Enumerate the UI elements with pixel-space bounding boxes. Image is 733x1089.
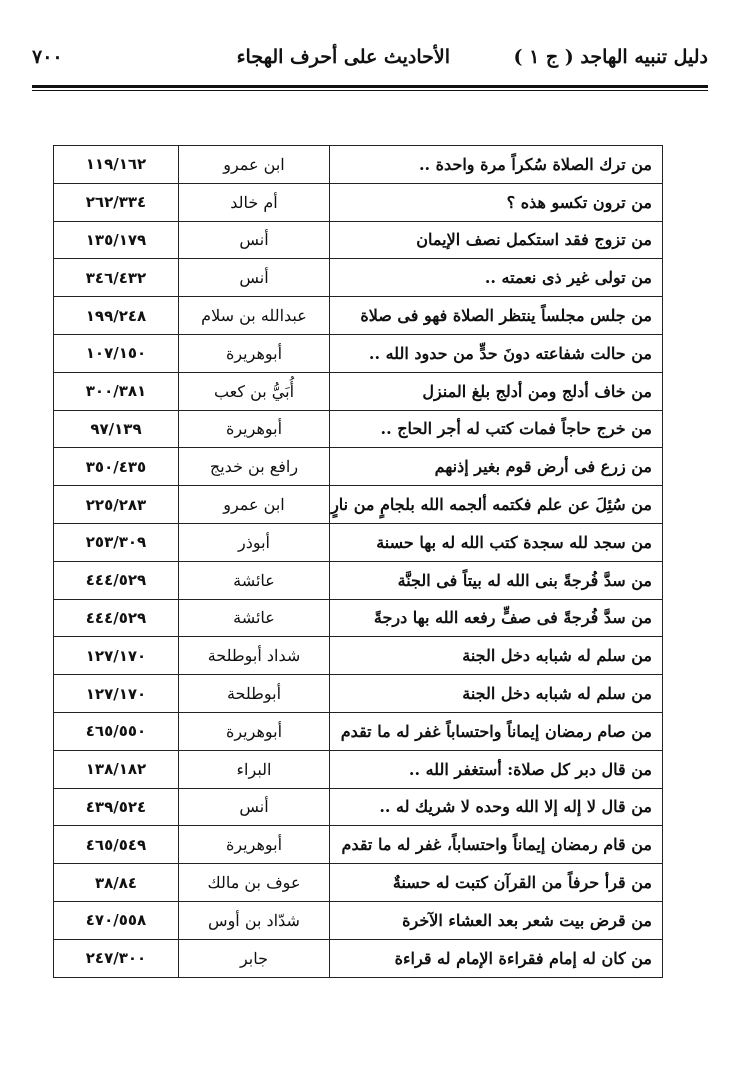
hadith-text: من قرض بيت شعر بعد العشاء الآخرة [330, 901, 663, 939]
reference-number: ٣٨/٨٤ [54, 864, 179, 902]
narrator-name: عبدالله بن سلام [179, 297, 330, 335]
narrator-name: عائشة [179, 599, 330, 637]
reference-number: ٢٥٣/٣٠٩ [54, 523, 179, 561]
narrator-name: أبوهريرة [179, 712, 330, 750]
table-row [54, 221, 663, 259]
hadith-text: من سدَّ فُرجةً بنى الله له بيتاً فى الجنَّة [330, 561, 663, 599]
table-row [54, 788, 663, 826]
narrator-name: ابن عمرو [179, 486, 330, 524]
reference-number: ٩٧/١٣٩ [54, 410, 179, 448]
hadith-text: من سلم له شبابه دخل الجنة [330, 637, 663, 675]
hadith-text: من سُئِلَ عن علم فكتمه ألجمه الله بلجامٍ من نارٍ [330, 486, 663, 524]
narrator-name: أبوهريرة [179, 826, 330, 864]
table-row [54, 637, 663, 675]
reference-number: ٢٤٧/٣٠٠ [54, 939, 179, 977]
table-row [54, 561, 663, 599]
hadith-text: من قال دبر كل صلاة: أستغفر الله .. [330, 750, 663, 788]
narrator-name: شدّاد بن أوس [179, 901, 330, 939]
reference-number: ٤٣٩/٥٢٤ [54, 788, 179, 826]
narrator-name: البراء [179, 750, 330, 788]
reference-number: ٤٦٥/٥٥٠ [54, 712, 179, 750]
table-row [54, 712, 663, 750]
reference-number: ٤٧٠/٥٥٨ [54, 901, 179, 939]
narrator-name: أنس [179, 221, 330, 259]
header-rule-thick [32, 85, 708, 88]
reference-number: ٤٤٤/٥٢٩ [54, 561, 179, 599]
hadith-text: من زرع فى أرض قوم بغير إذنهم [330, 448, 663, 486]
hadith-text: من قال لا إله إلا الله وحده لا شريك له .. [330, 788, 663, 826]
narrator-name: شداد أبوطلحة [179, 637, 330, 675]
hadith-text: من ترون تكسو هذه ؟ [330, 183, 663, 221]
table-row [54, 826, 663, 864]
reference-number: ١٩٩/٢٤٨ [54, 297, 179, 335]
narrator-name: أم خالد [179, 183, 330, 221]
narrator-name: أبوذر [179, 523, 330, 561]
table-row [54, 675, 663, 713]
page-header [32, 42, 708, 82]
hadith-text: من تولى غير ذى نعمته .. [330, 259, 663, 297]
hadith-text: من جلس مجلساً ينتظر الصلاة فهو فى صلاة [330, 297, 663, 335]
hadith-text: من قام رمضان إيماناً واحتساباً، غفر له ما تقدم [330, 826, 663, 864]
narrator-name: أبوهريرة [179, 410, 330, 448]
table-row [54, 486, 663, 524]
reference-number: ٣٠٠/٣٨١ [54, 372, 179, 410]
table-row [54, 750, 663, 788]
table-row [54, 939, 663, 977]
hadith-text: من سدَّ فُرجةً فى صفٍّ رفعه الله بها درجةً [330, 599, 663, 637]
table-row [54, 448, 663, 486]
narrator-name: ابن عمرو [179, 146, 330, 184]
narrator-name: أبوطلحة [179, 675, 330, 713]
hadith-text: من ترك الصلاة سُكراً مرة واحدة .. [330, 146, 663, 184]
reference-number: ٢٢٥/٢٨٣ [54, 486, 179, 524]
table-row [54, 901, 663, 939]
reference-number: ١٢٧/١٧٠ [54, 675, 179, 713]
table-row [54, 297, 663, 335]
hadith-text: من سجد لله سجدة كتب الله له بها حسنة [330, 523, 663, 561]
reference-number: ٤٤٤/٥٢٩ [54, 599, 179, 637]
reference-number: ٣٥٠/٤٣٥ [54, 448, 179, 486]
table-row [54, 523, 663, 561]
table-row [54, 146, 663, 184]
narrator-name: أنس [179, 259, 330, 297]
hadith-text: من خرج حاجاً فمات كتب له أجر الحاج .. [330, 410, 663, 448]
reference-number: ١٠٧/١٥٠ [54, 334, 179, 372]
narrator-name: جابر [179, 939, 330, 977]
reference-number: ١٣٨/١٨٢ [54, 750, 179, 788]
table-row [54, 183, 663, 221]
hadith-text: من تزوج فقد استكمل نصف الإيمان [330, 221, 663, 259]
table-row [54, 599, 663, 637]
page-number: ٧٠٠ [32, 46, 63, 68]
table-row [54, 410, 663, 448]
book-title: دليل تنبيه الهاجد ( ج ١ ) [513, 46, 708, 68]
header-rule-thin [32, 90, 708, 91]
narrator-name: أنس [179, 788, 330, 826]
narrator-name: أبوهريرة [179, 334, 330, 372]
table-row [54, 864, 663, 902]
table-row [54, 259, 663, 297]
reference-number: ٣٤٦/٤٣٢ [54, 259, 179, 297]
narrator-name: عوف بن مالك [179, 864, 330, 902]
table-body [54, 146, 663, 978]
hadith-text: من حالت شفاعته دونَ حدٍّ من حدود الله .. [330, 334, 663, 372]
section-title: الأحاديث على أحرف الهجاء [236, 46, 450, 68]
hadith-text: من سلم له شبابه دخل الجنة [330, 675, 663, 713]
hadith-text: من قرأ حرفاً من القرآن كتبت له حسنةٌ [330, 864, 663, 902]
table-row [54, 372, 663, 410]
narrator-name: أُبَيُّ بن كعب [179, 372, 330, 410]
hadith-text: من صام رمضان إيماناً واحتساباً غفر له ما تقدم [330, 712, 663, 750]
reference-number: ١٣٥/١٧٩ [54, 221, 179, 259]
hadith-text: من كان له إمام فقراءة الإمام له قراءة [330, 939, 663, 977]
reference-number: ٤٦٥/٥٤٩ [54, 826, 179, 864]
reference-number: ١٢٧/١٧٠ [54, 637, 179, 675]
narrator-name: رافع بن خديج [179, 448, 330, 486]
narrator-name: عائشة [179, 561, 330, 599]
hadith-index-table [53, 145, 663, 978]
table-row [54, 334, 663, 372]
hadith-text: من خاف أدلج ومن أدلج بلغ المنزل [330, 372, 663, 410]
reference-number: ٢٦٢/٣٣٤ [54, 183, 179, 221]
reference-number: ١١٩/١٦٢ [54, 146, 179, 184]
